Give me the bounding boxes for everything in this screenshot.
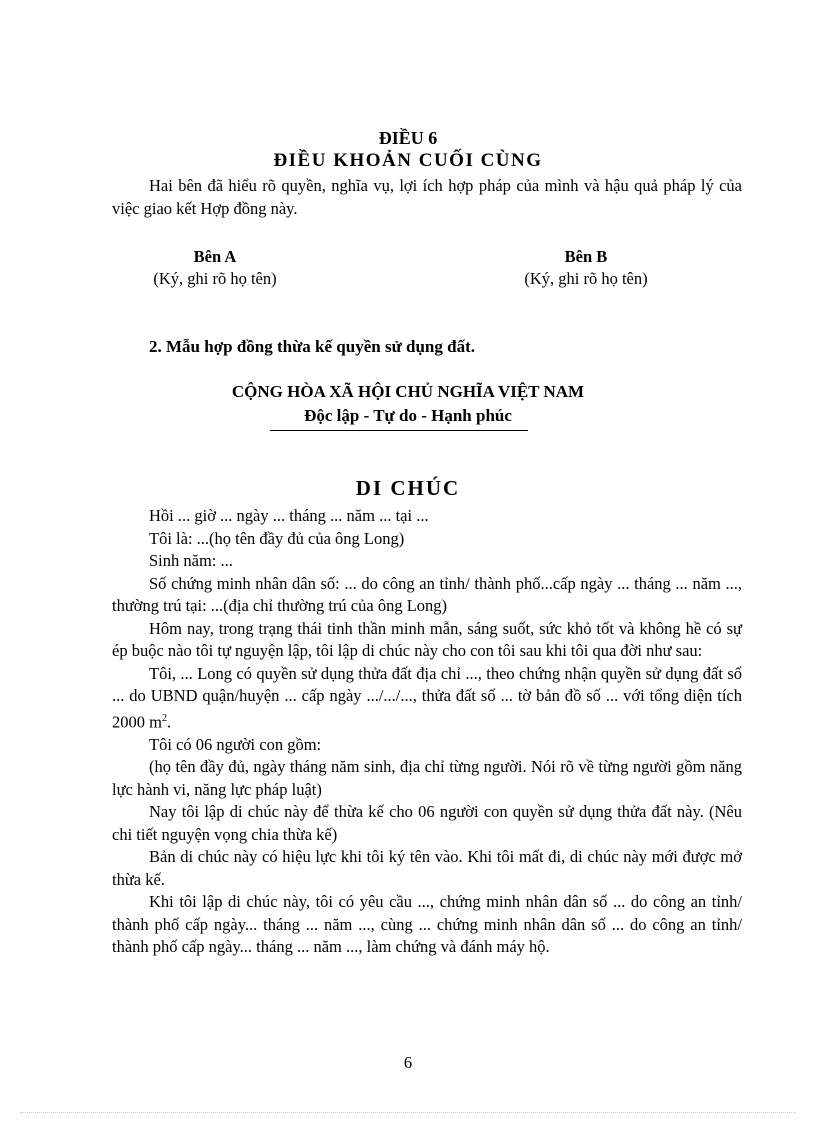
party-a-title: Bên A: [193, 247, 237, 266]
national-motto-line1: CỘNG HÒA XÃ HỘI CHỦ NGHĨA VIỆT NAM: [231, 382, 585, 401]
will-title: DI CHÚC: [355, 476, 461, 500]
party-a-note: (Ký, ghi rõ họ tên): [153, 269, 277, 288]
article-paragraph-block: [112, 175, 742, 220]
will-paragraph: Sinh năm: ...: [149, 551, 233, 570]
will-paragraph: Tôi là: ...(họ tên đầy đủ của ông Long): [149, 528, 405, 548]
party-b-note: (Ký, ghi rõ họ tên): [524, 269, 648, 288]
area-suffix: .: [166, 712, 172, 731]
will-body: [112, 505, 742, 959]
will-paragraph: Khi tôi lập di chúc này, tôi có yêu cầu ..., chứng minh nhân dân số ... do công an tỉnh/ thành phố cấp ngày... tháng ... năm ..., cùng ... chứng minh nhân dân số ... do công an tỉnh/ thành phố cấp ngày... tháng ... năm ..., làm chứng và đánh máy hộ.: [112, 892, 742, 956]
motto-underline: [270, 430, 528, 431]
will-paragraph: Tôi có 06 người con gồm:: [149, 734, 322, 754]
will-paragraph: Số chứng minh nhân dân số: ... do công an tỉnh/ thành phố...cấp ngày ... tháng ... năm ..., thường trú tại: ...(địa chỉ thường trú của ông Long): [112, 573, 742, 615]
will-area-text: Tôi, ... Long có quyền sử dụng thửa đất địa chỉ ..., theo chứng nhận quyền sử dụng đất số ... do UBND quận/huyện ... cấp ngày .../.../..., thửa đất số ... tờ bản đồ số ... với tổng diện tích 2000 m: [112, 663, 742, 731]
will-paragraph: (họ tên đầy đủ, ngày tháng năm sinh, địa chỉ từng người. Nói rõ về từng người gồm năng lực hành vi, năng lực pháp luật): [112, 757, 742, 799]
will-paragraph-area: [112, 663, 742, 734]
page-number: 6: [403, 1053, 413, 1072]
party-b-title: Bên B: [564, 247, 608, 266]
will-paragraph: Nay tôi lập di chúc này để thừa kế cho 06 người con quyền sử dụng thửa đất này. (Nêu chi tiết nguyện vọng chia thừa kế): [112, 802, 742, 844]
will-paragraph: Hồi ... giờ ... ngày ... tháng ... năm ... tại ...: [149, 506, 429, 525]
article-number: ĐIỀU 6: [378, 128, 438, 148]
will-paragraph: Bản di chúc này có hiệu lực khi tôi ký tên vào. Khi tôi mất đi, di chúc này mới được mở thừa kế.: [112, 847, 742, 889]
area-superscript: 2: [161, 712, 167, 724]
national-motto-line2: Độc lập - Tự do - Hạnh phúc: [304, 406, 512, 425]
article-title: ĐIỀU KHOẢN CUỐI CÙNG: [273, 150, 543, 171]
will-paragraph: Hôm nay, trong trạng thái tinh thần minh mẫn, sáng suốt, sức khỏ tốt và không hề có sự ép buộc nào tôi tự nguyện lập, tôi lập di chúc này cho con tôi sau khi tôi qua đời như sau:: [112, 618, 742, 660]
article-paragraph: Hai bên đã hiểu rõ quyền, nghĩa vụ, lợi ích hợp pháp của mình và hậu quả pháp lý của việc giao kết Hợp đồng này.: [112, 176, 742, 218]
page-bottom-divider: [20, 1112, 796, 1113]
section-heading: 2. Mẫu hợp đồng thừa kế quyền sử dụng đất.: [149, 337, 476, 356]
